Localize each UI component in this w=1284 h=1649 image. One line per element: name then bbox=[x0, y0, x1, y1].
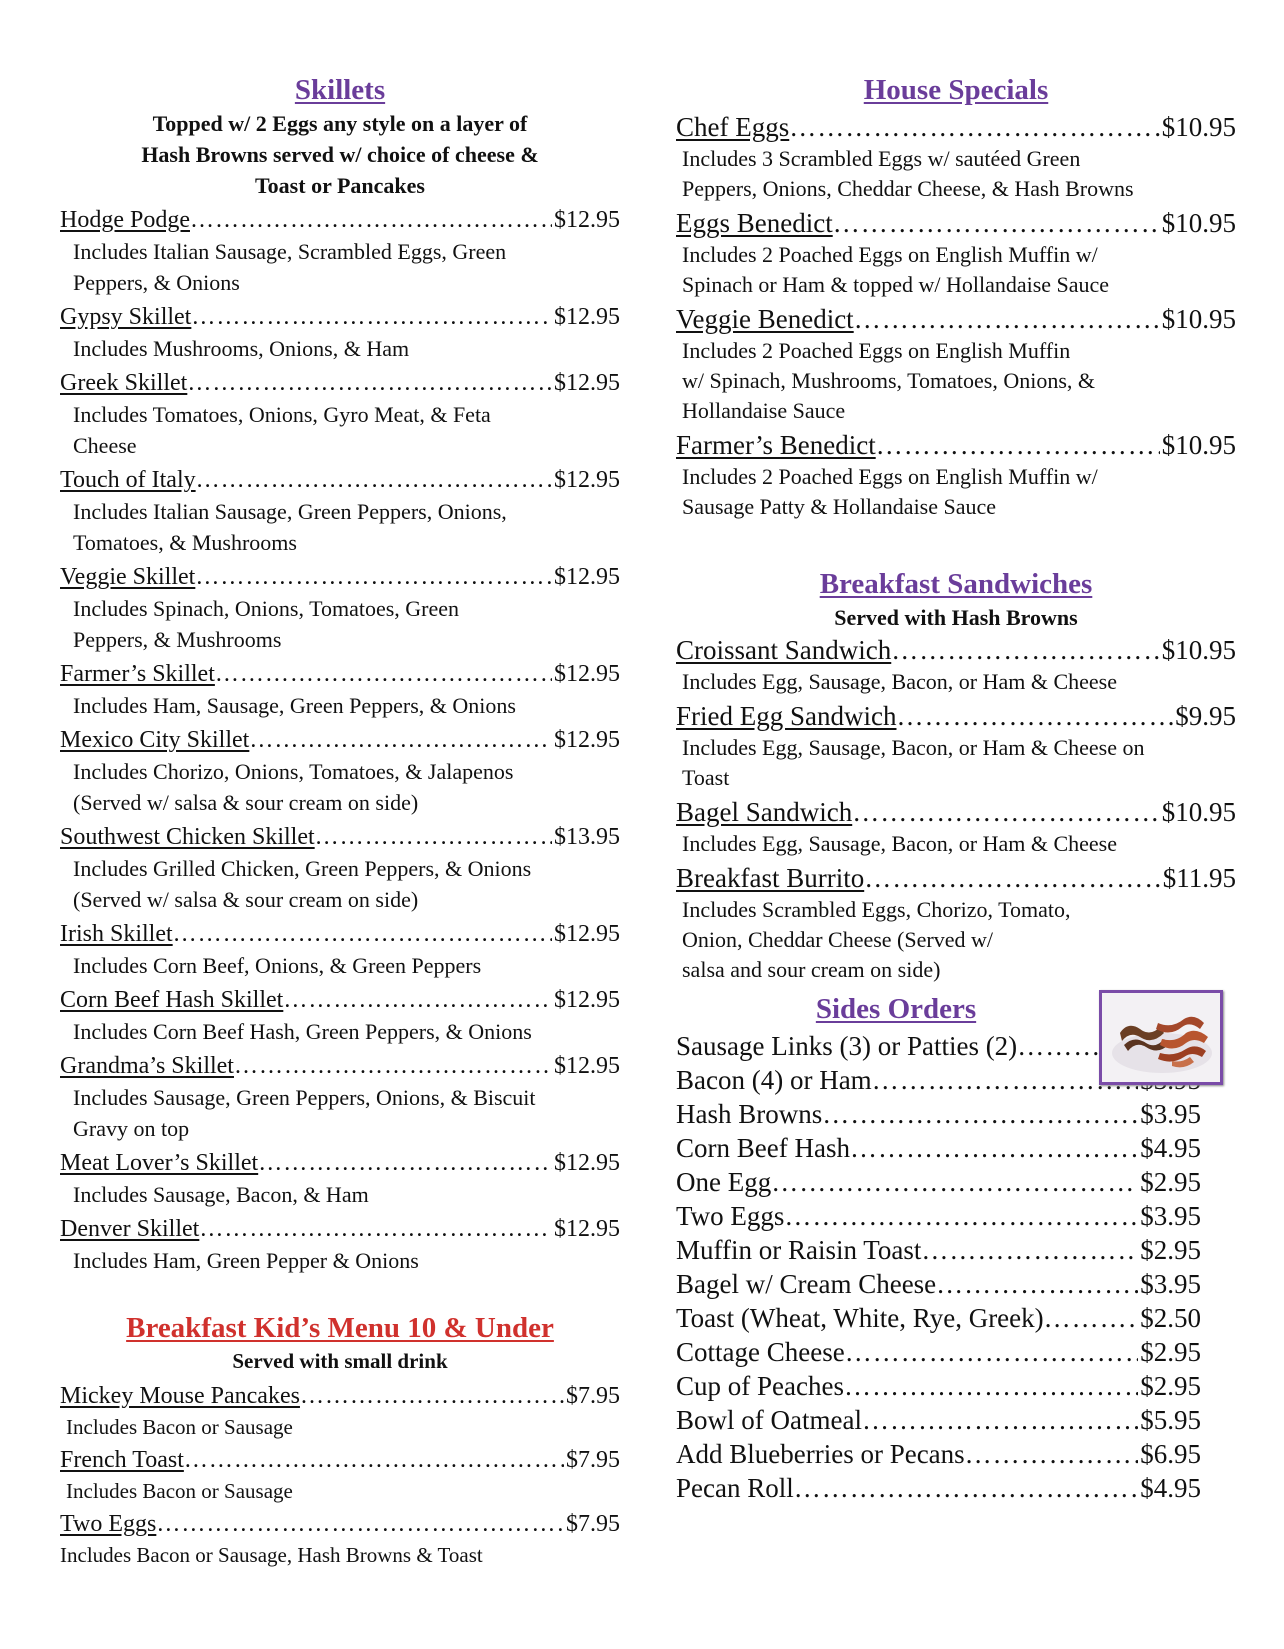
item-description: Includes Bacon or Sausage bbox=[66, 1415, 293, 1439]
item-name: Gypsy Skillet bbox=[60, 304, 192, 330]
dot-leader bbox=[794, 1471, 1139, 1505]
menu-item-veggie-benedict bbox=[676, 302, 1236, 426]
menu-item-mexico-city-skillet bbox=[60, 724, 620, 818]
item-description: Includes Egg, Sausage, Bacon, or Ham & Cheese bbox=[682, 831, 1117, 856]
item-name: Toast (Wheat, White, Rye, Greek) bbox=[676, 1303, 1044, 1333]
menu-item-bagel-sandwich bbox=[676, 795, 1236, 859]
dot-leader bbox=[258, 1147, 552, 1179]
item-name: Bagel Sandwich bbox=[676, 797, 853, 827]
item-price: $12.95 bbox=[554, 207, 620, 233]
menu-item-line bbox=[60, 984, 620, 1016]
menu-item-mickey-mouse-pancakes bbox=[60, 1380, 620, 1442]
menu-item-line bbox=[676, 1165, 1201, 1199]
dot-leader bbox=[173, 918, 552, 950]
item-price: $12.95 bbox=[554, 727, 620, 753]
item-price: $3.95 bbox=[1140, 1201, 1201, 1231]
menu-item-corn-beef-hash-skillet bbox=[60, 984, 620, 1047]
menu-item-line bbox=[676, 699, 1236, 733]
menu-item-eggs-benedict bbox=[676, 206, 1236, 300]
menu-item-line bbox=[60, 1380, 620, 1412]
item-name: Bacon (4) or Ham bbox=[676, 1065, 872, 1095]
item-price: $6.95 bbox=[1140, 1439, 1201, 1469]
item-description: Includes Bacon or Sausage, Hash Browns & Toast bbox=[60, 1543, 483, 1567]
menu-item-meat-lover-s-skillet bbox=[60, 1147, 620, 1210]
menu-item-line bbox=[60, 1147, 620, 1179]
item-description: Peppers, Onions, Cheddar Cheese, & Hash Browns bbox=[682, 176, 1134, 201]
menu-item-croissant-sandwich bbox=[676, 633, 1236, 697]
item-price: $12.95 bbox=[554, 1053, 620, 1079]
dot-leader bbox=[196, 464, 552, 496]
item-price: $7.95 bbox=[566, 1383, 620, 1409]
menu-item-line bbox=[60, 367, 620, 399]
sides-list bbox=[676, 1029, 1201, 1505]
menu-item-line bbox=[676, 1199, 1201, 1233]
menu-item-line bbox=[676, 1131, 1201, 1165]
menu-item-farmer-s-skillet bbox=[60, 658, 620, 721]
item-price: $12.95 bbox=[554, 987, 620, 1013]
item-name: Mickey Mouse Pancakes bbox=[60, 1383, 300, 1409]
menu-item-line bbox=[676, 1437, 1201, 1471]
item-name: Irish Skillet bbox=[60, 921, 173, 947]
menu-item-french-toast bbox=[60, 1444, 620, 1506]
menu-item-hash-browns bbox=[676, 1097, 1201, 1131]
menu-item-bowl-of-oatmeal bbox=[676, 1403, 1201, 1437]
item-name: One Egg bbox=[676, 1167, 772, 1197]
item-name: Grandma’s Skillet bbox=[60, 1053, 234, 1079]
item-price: $9.95 bbox=[1175, 701, 1236, 731]
dot-leader bbox=[876, 428, 1160, 462]
dot-leader bbox=[1044, 1301, 1139, 1335]
menu-item-line bbox=[60, 464, 620, 496]
menu-item-two-eggs bbox=[60, 1508, 620, 1570]
item-name: Fried Egg Sandwich bbox=[676, 701, 897, 731]
dot-leader bbox=[891, 633, 1160, 667]
item-price: $10.95 bbox=[1161, 112, 1236, 142]
item-description: Includes Bacon or Sausage bbox=[66, 1479, 293, 1503]
dot-leader bbox=[965, 1437, 1139, 1471]
menu-item-greek-skillet bbox=[60, 367, 620, 461]
dot-leader bbox=[864, 861, 1161, 895]
item-price: $12.95 bbox=[554, 921, 620, 947]
item-description: Includes 2 Poached Eggs on English Muffin w/ bbox=[682, 464, 1098, 489]
item-name: Muffin or Raisin Toast bbox=[676, 1235, 922, 1265]
item-name: Greek Skillet bbox=[60, 370, 188, 396]
item-price: $12.95 bbox=[554, 1216, 620, 1242]
skillets-section bbox=[60, 72, 620, 1276]
item-description: Includes Italian Sausage, Scrambled Eggs, Green bbox=[73, 239, 507, 264]
dot-leader bbox=[191, 301, 552, 333]
menu-item-cottage-cheese bbox=[676, 1335, 1201, 1369]
menu-item-irish-skillet bbox=[60, 918, 620, 981]
item-name: French Toast bbox=[60, 1447, 184, 1473]
dot-leader bbox=[156, 1508, 564, 1540]
item-name: Hash Browns bbox=[676, 1099, 823, 1129]
menu-item-line bbox=[676, 1471, 1201, 1505]
item-price: $7.95 bbox=[566, 1511, 620, 1537]
item-description: Includes Ham, Sausage, Green Peppers, & Onions bbox=[73, 693, 516, 718]
item-description: Gravy on top bbox=[73, 1116, 190, 1141]
kids-menu-section bbox=[60, 1310, 620, 1570]
item-description: Peppers, & Onions bbox=[73, 270, 240, 295]
menu-item-line bbox=[676, 795, 1236, 829]
item-name: Bagel w/ Cream Cheese bbox=[676, 1269, 937, 1299]
menu-item-line bbox=[60, 1508, 620, 1540]
item-name: Breakfast Burrito bbox=[676, 863, 865, 893]
item-description: Includes Sausage, Bacon, & Ham bbox=[73, 1182, 369, 1207]
menu-item-fried-egg-sandwich bbox=[676, 699, 1236, 793]
item-description: Onion, Cheddar Cheese (Served w/ bbox=[682, 927, 993, 952]
menu-item-line bbox=[676, 1301, 1201, 1335]
dot-leader bbox=[283, 984, 552, 1016]
item-price: $2.95 bbox=[1140, 1235, 1201, 1265]
dot-leader bbox=[771, 1165, 1138, 1199]
menu-item-line bbox=[676, 302, 1236, 336]
item-name: Hodge Podge bbox=[60, 207, 190, 233]
item-description: Includes Sausage, Green Peppers, Onions, & Biscuit bbox=[73, 1085, 536, 1110]
item-name: Veggie Skillet bbox=[60, 564, 196, 590]
item-description: Includes Egg, Sausage, Bacon, or Ham & Cheese on bbox=[682, 735, 1145, 760]
menu-item-line bbox=[60, 821, 620, 853]
item-name: Farmer’s Benedict bbox=[676, 430, 876, 460]
menu-item-line bbox=[676, 110, 1236, 144]
item-name: Eggs Benedict bbox=[676, 208, 833, 238]
item-description: Includes Corn Beef Hash, Green Peppers, & Onions bbox=[73, 1019, 532, 1044]
menu-item-southwest-chicken-skillet bbox=[60, 821, 620, 915]
dot-leader bbox=[862, 1403, 1138, 1437]
item-description: Includes Grilled Chicken, Green Peppers, & Onions bbox=[73, 856, 532, 881]
menu-item-line bbox=[676, 1335, 1201, 1369]
menu-item-muffin-or-raisin-toast bbox=[676, 1233, 1201, 1267]
item-price: $10.95 bbox=[1161, 304, 1236, 334]
menu-item-touch-of-italy bbox=[60, 464, 620, 558]
item-description: w/ Spinach, Mushrooms, Tomatoes, Onions, & bbox=[682, 368, 1095, 393]
menu-item-corn-beef-hash bbox=[676, 1131, 1201, 1165]
house-specials-title: House Specials bbox=[863, 74, 1049, 106]
item-price: $10.95 bbox=[1161, 797, 1236, 827]
breakfast-sandwiches-title: Breakfast Sandwiches bbox=[819, 568, 1093, 600]
menu-item-add-blueberries-or-pecans bbox=[676, 1437, 1201, 1471]
item-price: $10.95 bbox=[1161, 635, 1236, 665]
item-description: Sausage Patty & Hollandaise Sauce bbox=[682, 494, 997, 519]
item-description: Spinach or Ham & topped w/ Hollandaise Sauce bbox=[682, 272, 1110, 297]
dot-leader bbox=[215, 658, 552, 690]
item-description: salsa and sour cream on side) bbox=[682, 957, 941, 982]
dot-leader bbox=[184, 1444, 564, 1476]
bacon-sausage-photo bbox=[1099, 990, 1223, 1085]
kids-menu-title: Breakfast Kid’s Menu 10 & Under bbox=[126, 1312, 554, 1344]
item-price: $12.95 bbox=[554, 370, 620, 396]
item-description: Includes Italian Sausage, Green Peppers, Onions, bbox=[73, 499, 507, 524]
menu-item-two-eggs bbox=[676, 1199, 1201, 1233]
menu-item-denver-skillet bbox=[60, 1213, 620, 1276]
menu-item-line bbox=[676, 428, 1236, 462]
menu-item-line bbox=[60, 658, 620, 690]
item-name: Denver Skillet bbox=[60, 1216, 200, 1242]
item-price: $12.95 bbox=[554, 661, 620, 687]
menu-item-line bbox=[676, 1233, 1201, 1267]
item-description: Includes Scrambled Eggs, Chorizo, Tomato, bbox=[682, 897, 1071, 922]
item-name: Veggie Benedict bbox=[676, 304, 854, 334]
item-name: Cup of Peaches bbox=[676, 1371, 844, 1401]
item-name: Add Blueberries or Pecans bbox=[676, 1439, 965, 1469]
item-description: Includes Chorizo, Onions, Tomatoes, & Jalapenos bbox=[73, 759, 514, 784]
item-name: Sausage Links (3) or Patties (2) bbox=[676, 1031, 1018, 1061]
dot-leader bbox=[789, 110, 1160, 144]
menu-item-line bbox=[60, 1050, 620, 1082]
menu-item-gypsy-skillet bbox=[60, 301, 620, 364]
menu-item-line bbox=[676, 1403, 1201, 1437]
dot-leader bbox=[896, 699, 1173, 733]
skillets-subtitle-1: Topped w/ 2 Eggs any style on a layer of bbox=[152, 111, 528, 136]
skillets-list bbox=[60, 204, 620, 1276]
menu-item-pecan-roll bbox=[676, 1471, 1201, 1505]
right-column bbox=[676, 72, 1236, 1505]
menu-item-line bbox=[60, 724, 620, 756]
item-name: Cottage Cheese bbox=[676, 1337, 845, 1367]
item-price: $12.95 bbox=[554, 564, 620, 590]
kids-menu-subtitle: Served with small drink bbox=[232, 1349, 448, 1373]
breakfast-sandwiches-subtitle: Served with Hash Browns bbox=[834, 605, 1078, 630]
bacon-sausage-image bbox=[1102, 993, 1220, 1082]
skillets-subtitle-2: Hash Browns served w/ choice of cheese & bbox=[141, 142, 539, 167]
item-name: Chef Eggs bbox=[676, 112, 790, 142]
menu-item-line bbox=[60, 918, 620, 950]
item-name: Croissant Sandwich bbox=[676, 635, 892, 665]
left-column bbox=[60, 72, 620, 1570]
house-specials-list bbox=[676, 110, 1236, 522]
item-price: $12.95 bbox=[554, 304, 620, 330]
menu-item-line bbox=[676, 206, 1236, 240]
item-description: Includes Egg, Sausage, Bacon, or Ham & Cheese bbox=[682, 669, 1117, 694]
dot-leader bbox=[234, 1050, 552, 1082]
menu-item-farmer-s-benedict bbox=[676, 428, 1236, 522]
item-price: $3.95 bbox=[1140, 1099, 1201, 1129]
menu-item-breakfast-burrito bbox=[676, 861, 1236, 985]
item-name: Two Eggs bbox=[60, 1511, 157, 1537]
item-price: $4.95 bbox=[1140, 1473, 1201, 1503]
menu-item-cup-of-peaches bbox=[676, 1369, 1201, 1403]
skillets-title: Skillets bbox=[294, 74, 386, 106]
item-name: Mexico City Skillet bbox=[60, 727, 250, 753]
item-price: $2.95 bbox=[1140, 1371, 1201, 1401]
menu-item-line bbox=[60, 1444, 620, 1476]
item-description: Includes Corn Beef, Onions, & Green Peppers bbox=[73, 953, 482, 978]
menu-item-one-egg bbox=[676, 1165, 1201, 1199]
item-description: Cheese bbox=[73, 433, 137, 458]
item-description: Hollandaise Sauce bbox=[682, 398, 846, 423]
item-name: Touch of Italy bbox=[60, 467, 196, 493]
menu-item-line bbox=[60, 1213, 620, 1245]
item-price: $2.95 bbox=[1140, 1337, 1201, 1367]
dot-leader bbox=[315, 821, 552, 853]
dot-leader bbox=[249, 724, 552, 756]
menu-item-line bbox=[676, 861, 1236, 895]
menu-item-line bbox=[676, 633, 1236, 667]
item-description: Toast bbox=[682, 765, 730, 790]
dot-leader bbox=[784, 1199, 1138, 1233]
dot-leader bbox=[845, 1335, 1139, 1369]
dot-leader bbox=[190, 204, 552, 236]
menu-item-bagel-w-cream-cheese bbox=[676, 1267, 1201, 1301]
item-price: $10.95 bbox=[1161, 430, 1236, 460]
item-description: Includes Spinach, Onions, Tomatoes, Green bbox=[73, 596, 460, 621]
dot-leader bbox=[844, 1369, 1138, 1403]
dot-leader bbox=[854, 302, 1160, 336]
item-price: $12.95 bbox=[554, 1150, 620, 1176]
house-specials-section bbox=[676, 72, 1236, 522]
item-price: $12.95 bbox=[554, 467, 620, 493]
menu-item-chef-eggs bbox=[676, 110, 1236, 204]
dot-leader bbox=[850, 1131, 1138, 1165]
item-name: Bowl of Oatmeal bbox=[676, 1405, 862, 1435]
item-price: $13.95 bbox=[554, 824, 620, 850]
item-price: $7.95 bbox=[566, 1447, 620, 1473]
item-description: Includes 2 Poached Eggs on English Muffin w/ bbox=[682, 242, 1098, 267]
skillets-subtitle-3: Toast or Pancakes bbox=[255, 173, 425, 198]
item-name: Corn Beef Hash bbox=[676, 1133, 850, 1163]
menu-item-line bbox=[676, 1097, 1201, 1131]
breakfast-sandwiches-list bbox=[676, 633, 1236, 985]
item-price: $2.50 bbox=[1140, 1303, 1201, 1333]
dot-leader bbox=[195, 561, 552, 593]
item-description: (Served w/ salsa & sour cream on side) bbox=[73, 790, 419, 815]
item-description: Tomatoes, & Mushrooms bbox=[73, 530, 297, 555]
menu-item-toast-wheat-white-rye-greek bbox=[676, 1301, 1201, 1335]
item-name: Corn Beef Hash Skillet bbox=[60, 987, 284, 1013]
item-price: $4.95 bbox=[1140, 1133, 1201, 1163]
dot-leader bbox=[852, 795, 1160, 829]
item-name: Pecan Roll bbox=[676, 1473, 794, 1503]
item-name: Farmer’s Skillet bbox=[60, 661, 215, 687]
sides-title: Sides Orders bbox=[815, 993, 977, 1025]
item-description: Includes Tomatoes, Onions, Gyro Meat, & Feta bbox=[73, 402, 491, 427]
dot-leader bbox=[822, 1097, 1138, 1131]
item-description: Includes 3 Scrambled Eggs w/ sautéed Green bbox=[682, 146, 1081, 171]
item-description: Includes 2 Poached Eggs on English Muffin bbox=[682, 338, 1071, 363]
dot-leader bbox=[936, 1267, 1138, 1301]
menu-item-veggie-skillet bbox=[60, 561, 620, 655]
item-description: Includes Ham, Green Pepper & Onions bbox=[73, 1248, 419, 1273]
item-price: $3.95 bbox=[1140, 1269, 1201, 1299]
dot-leader bbox=[300, 1380, 564, 1412]
item-description: Peppers, & Mushrooms bbox=[73, 627, 282, 652]
menu-item-line bbox=[60, 561, 620, 593]
item-description: Includes Mushrooms, Onions, & Ham bbox=[73, 336, 410, 361]
item-name: Southwest Chicken Skillet bbox=[60, 824, 315, 850]
dot-leader bbox=[199, 1213, 552, 1245]
item-name: Meat Lover’s Skillet bbox=[60, 1150, 259, 1176]
menu-item-hodge-podge bbox=[60, 204, 620, 298]
kids-menu-list bbox=[60, 1380, 620, 1570]
menu-item-line bbox=[60, 204, 620, 236]
item-price: $5.95 bbox=[1140, 1405, 1201, 1435]
menu-item-grandma-s-skillet bbox=[60, 1050, 620, 1144]
item-price: $2.95 bbox=[1140, 1167, 1201, 1197]
menu-item-line bbox=[60, 301, 620, 333]
menu-item-line bbox=[676, 1267, 1201, 1301]
dot-leader bbox=[833, 206, 1160, 240]
dot-leader bbox=[921, 1233, 1138, 1267]
item-price: $11.95 bbox=[1162, 863, 1236, 893]
item-description: (Served w/ salsa & sour cream on side) bbox=[73, 887, 419, 912]
item-name: Two Eggs bbox=[676, 1201, 785, 1231]
menu-item-line bbox=[676, 1369, 1201, 1403]
item-price: $10.95 bbox=[1161, 208, 1236, 238]
breakfast-sandwiches-section bbox=[676, 566, 1236, 985]
dot-leader bbox=[187, 367, 552, 399]
